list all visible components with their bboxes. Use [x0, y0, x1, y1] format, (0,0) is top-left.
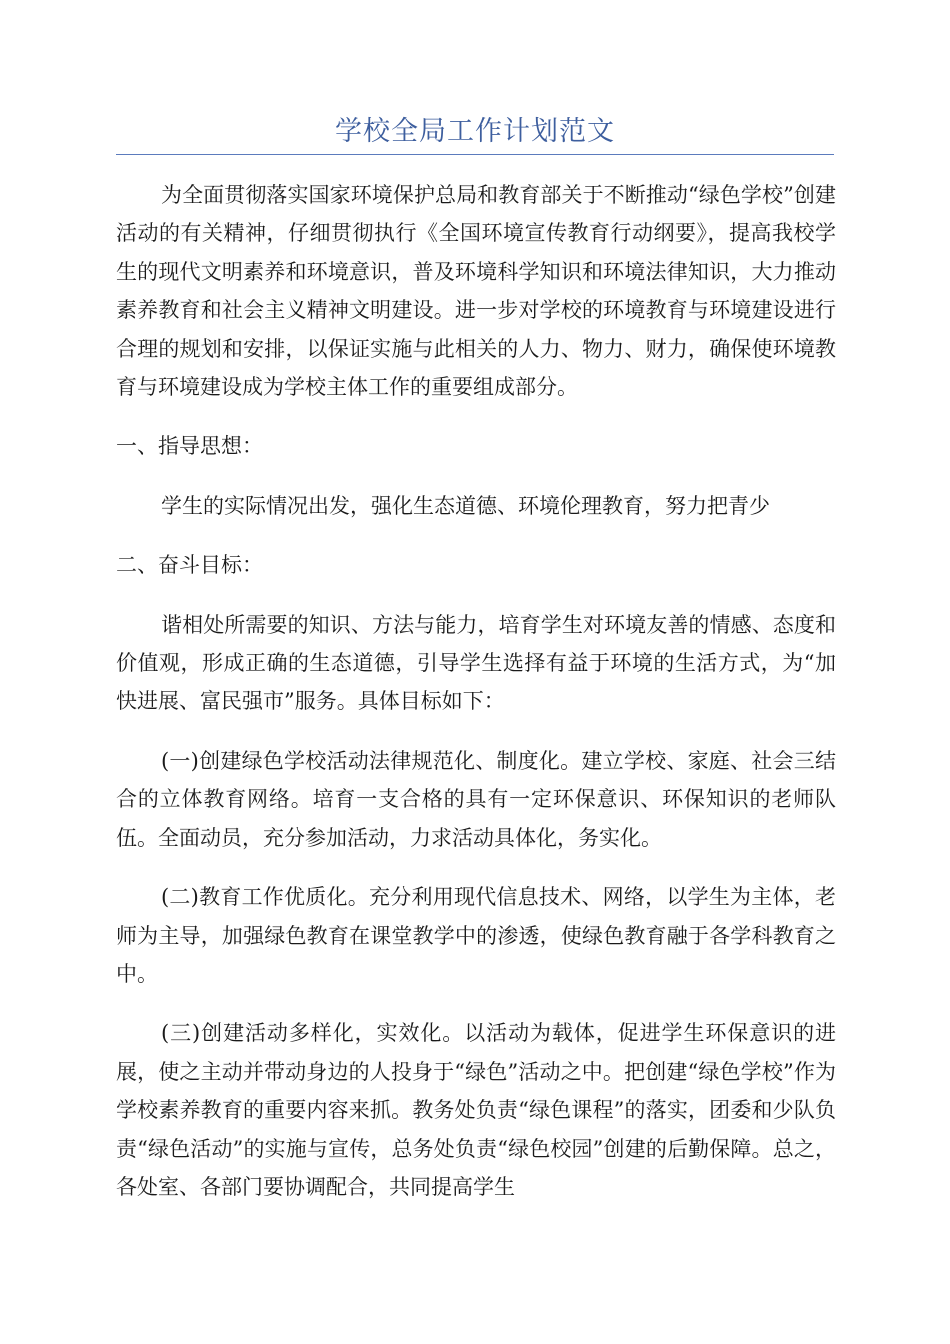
section-heading-guiding-ideology: 一、指导思想： [116, 434, 263, 459]
document-body [116, 176, 836, 1227]
intro-paragraph: 为全面贯彻落实国家环境保护总局和教育部关于不断推动“绿色学校”创建活动的有关精神，仔细贯彻执行《全国环境宣传教育行动纲要》，提高我校学生的现代文明素养和环境意识，普及环境科学知识和环境法律知识，大力推动素养教育和社会主义精神文明建设。进一步对学校的环境教育与环境建设进行合理的规划和安排，以保证实施与此相关的人力、物力、财力，确保使环境教育与环境建设成为学校主体工作的重要组成部分。 [116, 183, 836, 400]
goals-paragraph: 谐相处所需要的知识、方法与能力，培育学生对环境友善的情感、态度和价值观，形成正确的生态道德，引导学生选择有益于环境的生活方式，为“加快进展、富民强市”服务。具体目标如下： [116, 612, 836, 714]
document-title: 学校全局工作计划范文 [335, 116, 615, 147]
title-underline [116, 154, 834, 155]
goal-item-3: (三)创建活动多样化，实效化。以活动为载体，促进学生环保意识的进展，使之主动并带动身边的人投身于“绿色”活动之中。把创建“绿色学校”作为学校素养教育的重要内容来抓。教务处负责“绿色课程”的落实，团委和少队负责“绿色活动”的实施与宣传，总务处负责“绿色校园”创建的后勤保障。总之，各处室、各部门要协调配合，共同提高学生 [116, 1021, 836, 1199]
guiding-ideology-paragraph: 学生的实际情况出发，强化生态道德、环境伦理教育，努力把青少 [161, 493, 770, 518]
goal-item-1: (一)创建绿色学校活动法律规范化、制度化。建立学校、家庭、社会三结合的立体教育网络。培育一支合格的具有一定环保意识、环保知识的老师队伍。全面动员，充分参加活动，力求活动具体化，务实化。 [116, 748, 836, 850]
goal-item-2: (二)教育工作优质化。充分利用现代信息技术、网络，以学生为主体，老师为主导，加强绿色教育在课堂教学中的渗透，使绿色教育融于各学科教育之中。 [116, 885, 836, 986]
section-heading-goals: 二、奋斗目标： [116, 553, 263, 578]
